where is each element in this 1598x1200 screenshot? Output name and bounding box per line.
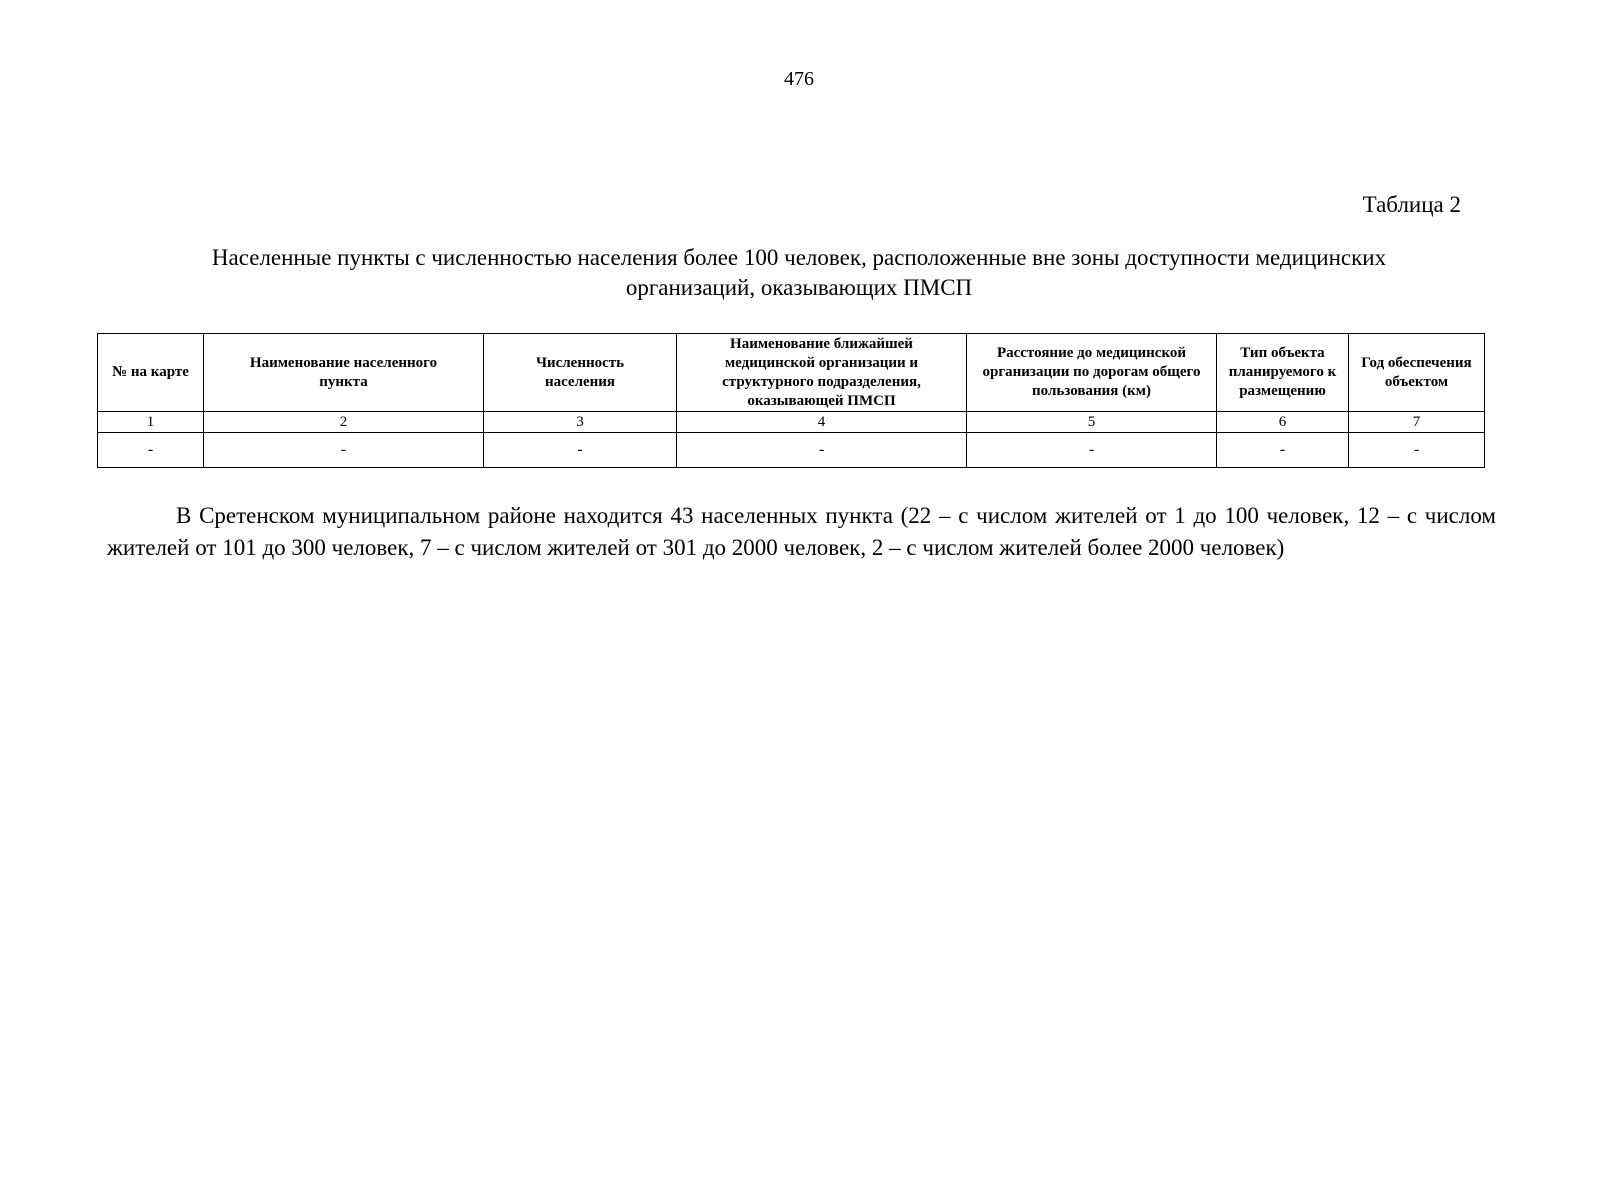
table-cell: -: [967, 433, 1217, 468]
column-number: 1: [98, 412, 204, 433]
table-cell: -: [98, 433, 204, 468]
table-header-row: [98, 334, 1485, 412]
column-header-year: Год обеспечения объектом: [1349, 334, 1485, 412]
column-number: 7: [1349, 412, 1485, 433]
column-header-object-type: Тип объекта планируемого к размещению: [1217, 334, 1349, 412]
column-header-distance: Расстояние до медицинской организации по дорогам общего пользования (км): [967, 334, 1217, 412]
page-number: 476: [784, 68, 814, 90]
settlements-table: [97, 333, 1485, 468]
table-cell: -: [1349, 433, 1485, 468]
table-title-line-1: Населенные пункты с численностью населения более 100 человек, расположенные вне зоны доступности медицинских: [211, 245, 1387, 270]
table-cell: -: [677, 433, 967, 468]
table-title-line-2: организаций, оказывающих ПМСП: [625, 275, 973, 300]
table-title: [100, 243, 1498, 303]
column-header-settlement-name: Наименование населенного пункта: [204, 334, 484, 412]
column-header-population: Численность населения: [484, 334, 677, 412]
table-cell: -: [204, 433, 484, 468]
table-row: [98, 433, 1485, 468]
table-cell: -: [484, 433, 677, 468]
table-column-number-row: [98, 412, 1485, 433]
column-number: 6: [1217, 412, 1349, 433]
column-header-map-number: № на карте: [98, 334, 204, 412]
column-number: 5: [967, 412, 1217, 433]
column-header-nearest-organization: Наименование ближайшей медицинской организации и структурного подразделения, оказывающей ПМСП: [677, 334, 967, 412]
body-paragraph: В Сретенском муниципальном районе находится 43 населенных пункта (22 – с числом жителей от 1 до 100 человек, 12 – с числом жителей от 101 до 300 человек, 7 – с числом жителей от 301 до 2000 человек, 2 – с числом жителей более 2000 человек): [107, 503, 1496, 560]
column-number: 4: [677, 412, 967, 433]
column-number: 3: [484, 412, 677, 433]
table-cell: -: [1217, 433, 1349, 468]
column-number: 2: [204, 412, 484, 433]
table-label: Таблица 2: [1362, 192, 1461, 217]
